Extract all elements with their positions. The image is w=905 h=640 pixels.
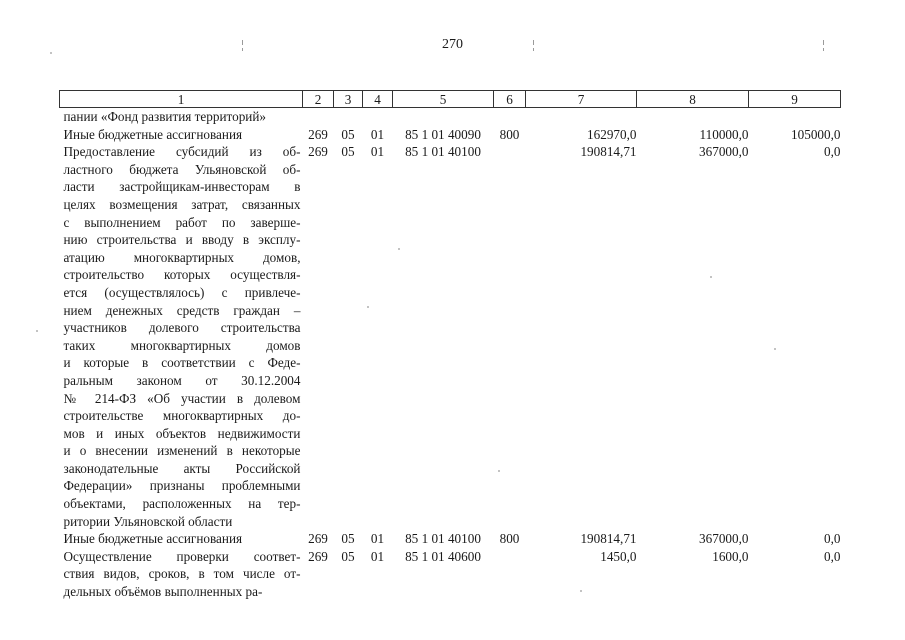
item-name-line: с выполнением работ по заверше- [63,214,301,230]
column-header: 8 [637,91,749,108]
item-name-line: Предоставление субсидий из об- [63,144,301,160]
section-code-cell: 05 [341,548,355,564]
subsection-code-cell: 01 [370,548,385,564]
column-header: 2 [303,91,334,108]
amount-year2-cell: 367000,0 [699,144,749,160]
expense-type-cell [494,548,526,601]
budget-table [59,90,841,601]
expense-type-cell: 800 [499,126,520,142]
amount-year1-cell: 1450,0 [600,548,637,564]
amount-year3-cell [749,108,841,126]
scan-speck [242,48,243,51]
item-name-line: ствия видов, сроков, в том числе от- [63,566,301,582]
item-name-line: ластного бюджета Ульяновской об- [63,161,301,177]
scan-speck [823,48,824,51]
scan-speck [823,40,824,45]
subsection-code-cell: 01 [370,144,385,160]
item-name-cell [60,126,303,144]
item-name-line: и которые в соответствии с Феде- [63,355,301,371]
item-name-line: законодательные акты Российской [63,460,301,476]
scan-dot [36,330,38,332]
header-row [60,91,841,108]
target-article-cell: 85 1 01 40600 [405,548,481,564]
target-article-cell [393,108,494,126]
item-name-line: мов и иных объектов недвижимости [63,425,301,441]
ministry-code-cell: 269 [308,144,328,160]
section-code-cell: 05 [341,144,355,160]
amount-year1-cell [526,108,637,126]
ministry-code-cell: 269 [308,531,328,547]
item-name-line: Иные бюджетные ассигнования [63,531,243,547]
column-header: 5 [393,91,494,108]
item-name-line: объектами, расположенных на тер- [63,496,301,512]
section-code-cell: 05 [341,531,355,547]
item-name-line: ется (осуществлялось) с привлече- [63,284,301,300]
page-number: 270 [442,37,463,52]
item-name-line: Федерации» признаны проблемными [63,478,301,494]
subsection-code-cell: 01 [370,126,385,142]
column-header: 4 [363,91,393,108]
item-name-line: Осуществление проверки соответ- [63,548,301,564]
item-name-line: нию строительства и вводу в эксплу- [63,232,301,248]
table-row [60,126,841,144]
item-name-line: таких многоквартирных домов [63,337,301,353]
amount-year2-cell: 110000,0 [699,126,749,142]
column-header: 9 [749,91,841,108]
amount-year3-cell: 0,0 [824,531,841,547]
amount-year2-cell [637,108,749,126]
ministry-code-cell [303,108,334,126]
item-name-line: ласти застройщикам-инвесторам в [63,179,301,195]
section-code-cell: 05 [341,126,355,142]
item-name-line: дельных объёмов выполненных ра- [63,584,263,600]
table-row [60,548,841,601]
item-name-line: нием денежных средств граждан – [63,302,301,318]
amount-year1-cell: 190814,71 [580,144,637,160]
item-name-line: ритории Ульяновской области [63,513,233,529]
item-name-cell [60,108,303,126]
scan-speck [242,40,243,45]
target-article-cell: 85 1 01 40090 [405,126,481,142]
scan-speck [533,48,534,51]
item-name-cell [60,548,303,601]
scan-dot [50,52,52,54]
expense-type-cell [494,108,526,126]
amount-year3-cell: 0,0 [824,144,841,160]
target-article-cell: 85 1 01 40100 [405,531,481,547]
section-code-cell [334,108,363,126]
item-name-line: атацию многоквартирных домов, [63,249,301,265]
item-name-line: строительство которых осуществля- [63,267,301,283]
amount-year2-cell: 367000,0 [699,531,749,547]
scan-speck [533,40,534,45]
ministry-code-cell: 269 [308,548,328,564]
item-name-cell [60,143,303,530]
amount-year2-cell: 1600,0 [712,548,749,564]
target-article-cell: 85 1 01 40100 [405,144,481,160]
subsection-code-cell: 01 [370,531,385,547]
ministry-code-cell: 269 [308,126,328,142]
item-name-line: и о внесении изменений в некоторые [63,443,301,459]
table-row [60,530,841,548]
table-row [60,108,841,126]
amount-year1-cell: 190814,71 [580,531,637,547]
item-name-line: строительстве многоквартирных до- [63,408,301,424]
item-name-line: № 214-ФЗ «Об участии в долевом [63,390,301,406]
item-name-line: ральным законом от 30.12.2004 [63,372,301,388]
column-header: 7 [526,91,637,108]
item-name-line: пании «Фонд развития территорий» [63,109,267,124]
item-name-line: Иные бюджетные ассигнования [63,126,243,142]
amount-year3-cell: 0,0 [824,548,841,564]
column-header: 1 [60,91,303,108]
item-name-line: участников долевого строительства [63,320,301,336]
table-row [60,143,841,530]
expense-type-cell: 800 [499,531,520,547]
item-name-cell [60,530,303,548]
column-header: 6 [494,91,526,108]
amount-year3-cell: 105000,0 [791,126,841,142]
column-header: 3 [334,91,363,108]
amount-year1-cell: 162970,0 [587,126,637,142]
table-body [60,108,841,601]
subsection-code-cell [363,108,393,126]
item-name-line: целях возмещения затрат, связанных [63,196,301,212]
expense-type-cell [494,143,526,530]
